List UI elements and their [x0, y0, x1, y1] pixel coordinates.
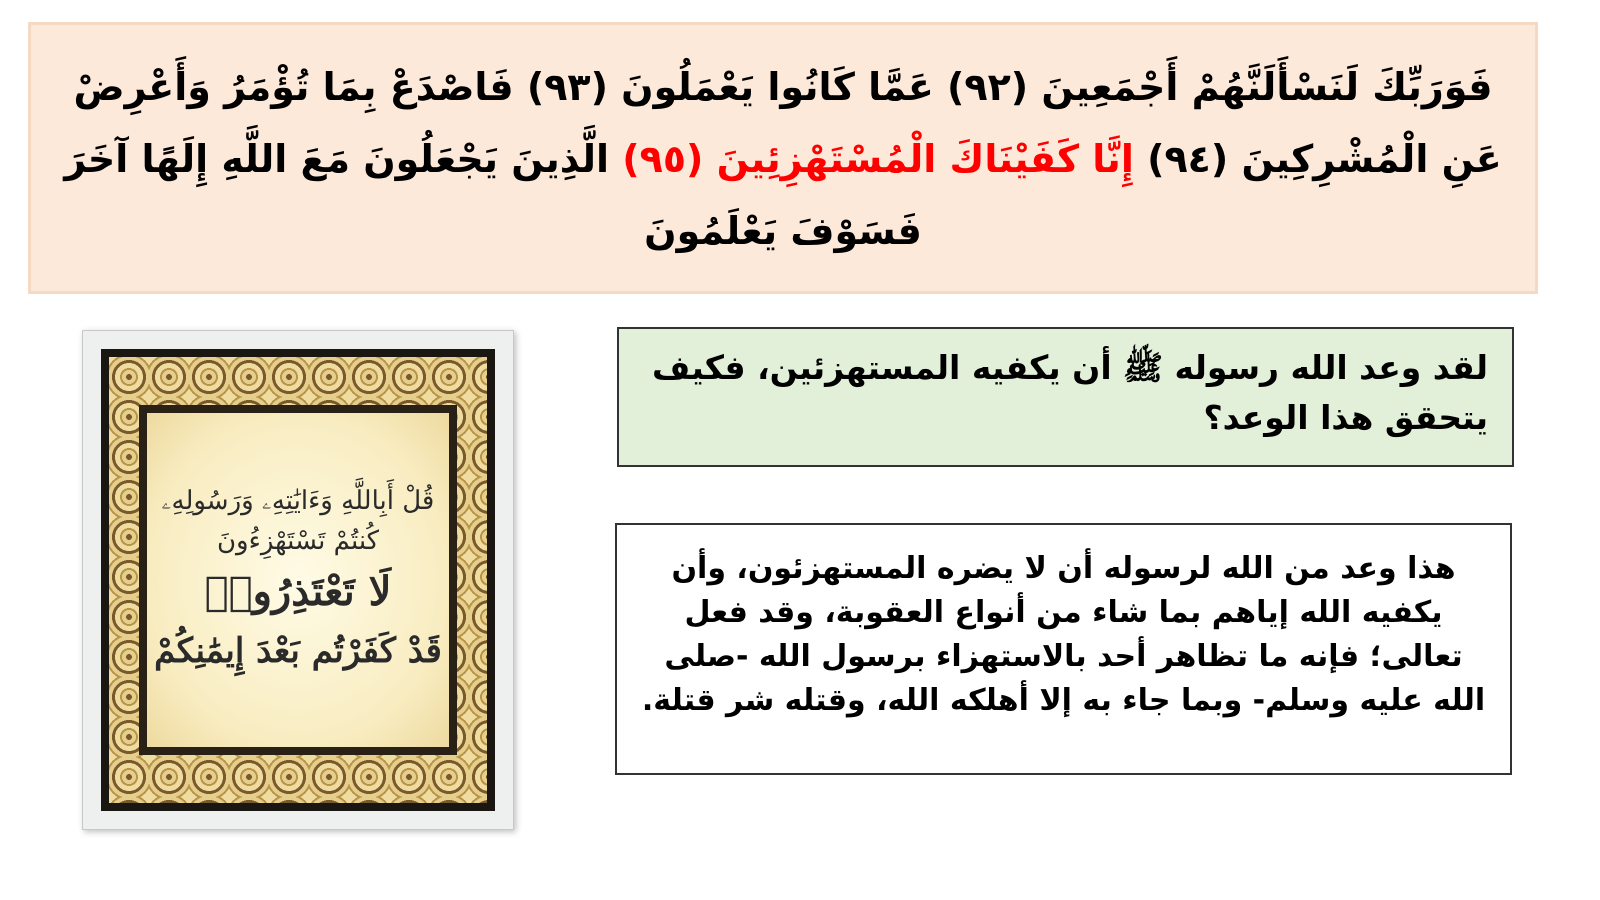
frame-border: [101, 349, 495, 811]
verse-text-part1: فَوَرَبِّكَ لَنَسْأَلَنَّهُمْ أَجْمَعِينَ (٩٢) عَمَّا كَانُوا يَعْمَلُونَ (٩٣) فَاصْدَعْ بِمَا تُؤْمَرُ وَأَعْرِضْ عَنِ الْمُشْرِكِينَ (٩٤): [73, 65, 1502, 181]
question-text: لقد وعد الله رسوله ﷺ أن يكفيه المستهزئين، فكيف يتحقق هذا الوعد؟: [652, 348, 1488, 437]
calligraphy-line-4: قَدْ كَفَرْتُم بَعْدَ إِيمَٰنِكُمْ: [154, 631, 442, 671]
question-box: [617, 327, 1514, 467]
calligraphy-line-2: كُنتُمْ تَسْتَهْزِءُونَ: [216, 526, 380, 556]
answer-box: [615, 523, 1512, 775]
verse-text-highlight: إِنَّا كَفَيْنَاكَ الْمُسْتَهْزِئِينَ (٩٥): [622, 137, 1134, 181]
calligraphy-frame-image: [82, 330, 514, 830]
calligraphy-panel: [147, 413, 449, 747]
answer-text: هذا وعد من الله لرسوله أن لا يضره المستهزئون، وأن يكفيه الله إياهم بما شاء من أنواع العقوبة، وقد فعل تعالى؛ فإنه ما تظاهر أحد بالاستهزاء برسول الله -صلى الله عليه وسلم- وبما جاء به إلا أهلكه الله، وقتله شر قتلة.: [641, 551, 1486, 718]
verse-panel: [28, 22, 1538, 294]
calligraphy-line-3: لَا تَعْتَذِرُوا۟: [204, 568, 392, 615]
calligraphy-line-1: قُلْ أَبِاللَّهِ وَءَايَٰتِهِۦ وَرَسُولِهِۦ: [161, 486, 435, 516]
verse-text-part2: الَّذِينَ يَجْعَلُونَ مَعَ اللَّهِ إِلَهًا آخَرَ فَسَوْفَ يَعْلَمُونَ: [64, 137, 922, 253]
verse-text: [61, 51, 1505, 267]
